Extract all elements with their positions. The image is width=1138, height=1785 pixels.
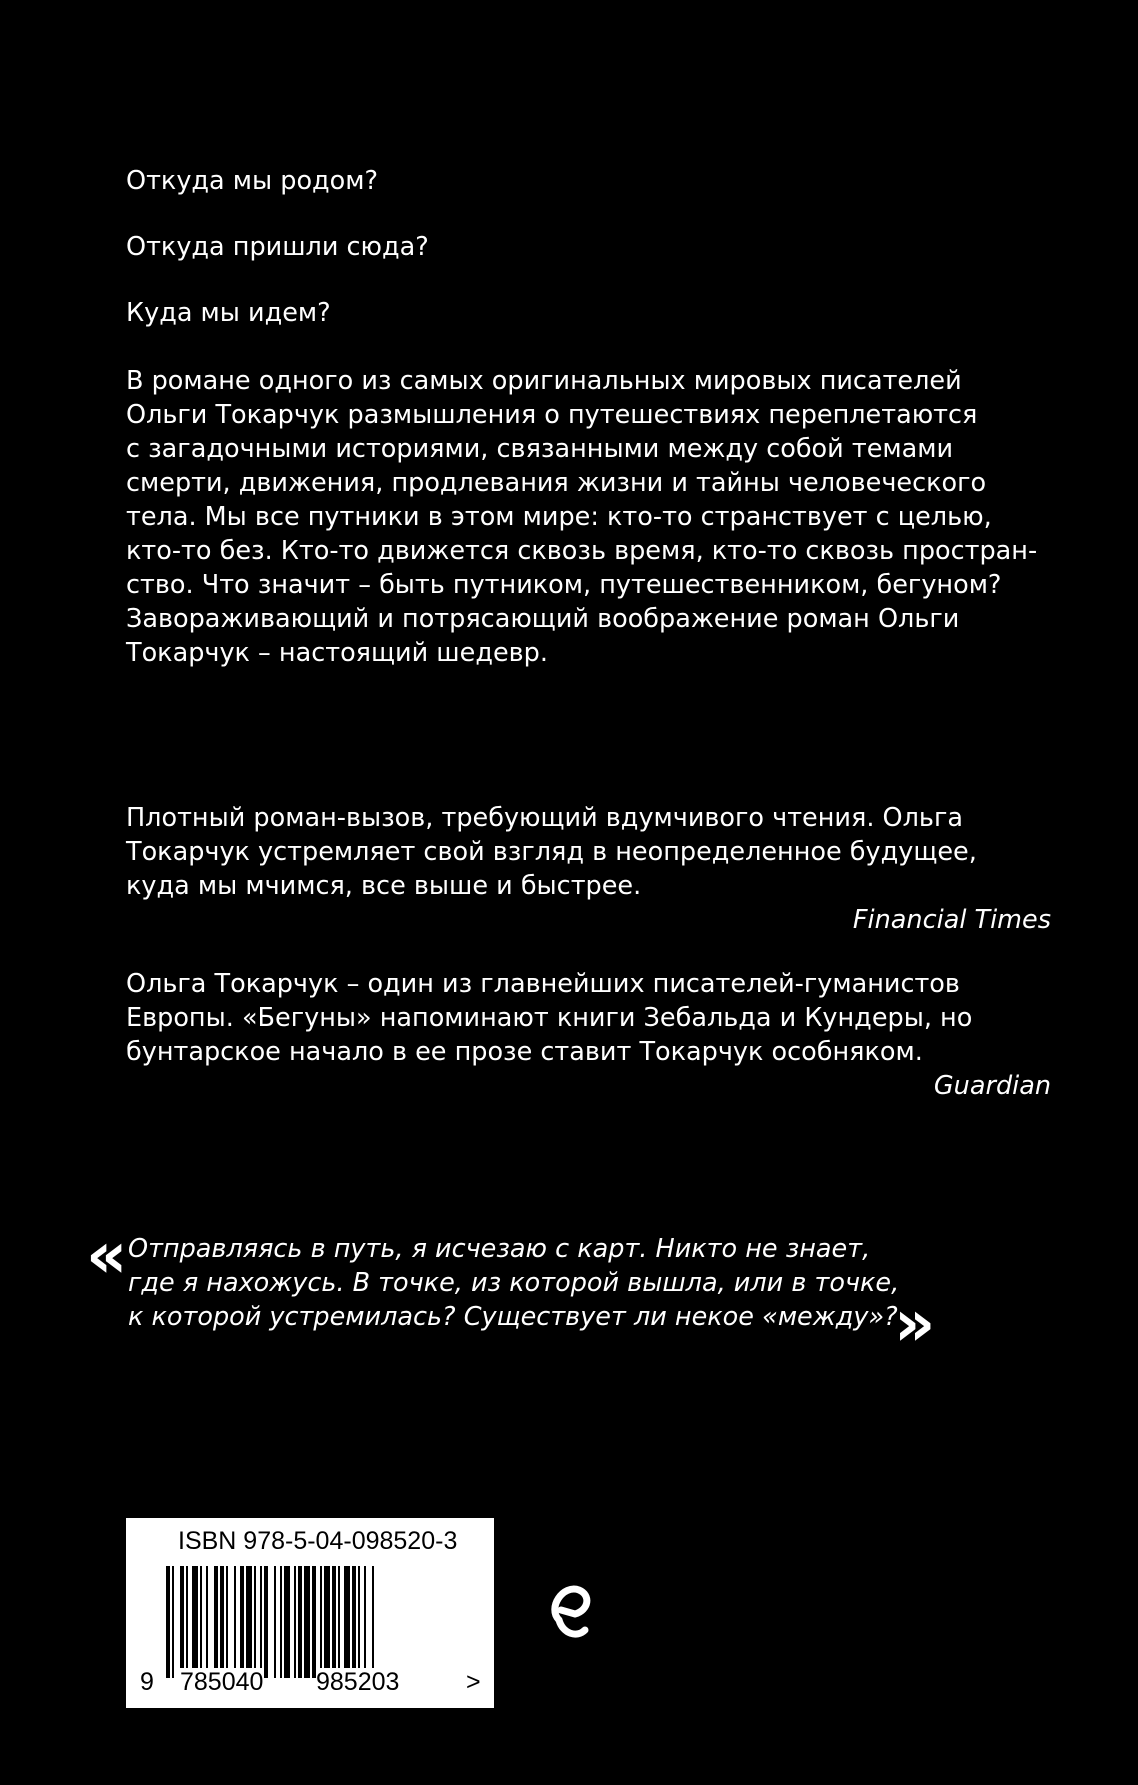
barcode-bar: [372, 1566, 374, 1678]
barcode-bar: [274, 1566, 276, 1678]
review-line: Европы. «Бегуны» напоминают книги Зебальда и Кундеры, но: [126, 1003, 973, 1033]
barcode-bar: [246, 1566, 252, 1678]
barcode-bar: [240, 1566, 244, 1678]
barcode-bar: [304, 1566, 310, 1678]
barcode-bar: [234, 1566, 236, 1678]
description-line: смерти, движения, продлевания жизни и тайны человеческого: [126, 468, 987, 498]
barcode-bar: [312, 1566, 316, 1678]
isbn-number: ISBN 978-5-04-098520-3: [178, 1527, 458, 1555]
description-line: В романе одного из самых оригинальных мировых писателей: [126, 366, 962, 396]
barcode-bars: [166, 1566, 438, 1678]
question-origin: Откуда мы родом?: [126, 166, 379, 196]
review-source: Financial Times: [852, 905, 1051, 935]
barcode-bar: [298, 1566, 302, 1678]
question-destination: Куда мы идем?: [126, 298, 331, 328]
quote-line: где я нахожусь. В точке, из которой вышла, или в точке,: [128, 1268, 900, 1298]
quote-open-mark: «: [86, 1219, 128, 1293]
review-line: Ольга Токарчук – один из главнейших писателей-гуманистов: [126, 969, 960, 999]
barcode-digit-group-2: 985203: [316, 1668, 400, 1696]
barcode-bar: [332, 1566, 336, 1678]
quote-close-mark: »: [894, 1287, 936, 1361]
barcode-bar: [338, 1566, 340, 1678]
review-source: Guardian: [933, 1071, 1051, 1101]
description-line: с загадочными историями, связанными между собой темами: [126, 434, 954, 464]
review-line: куда мы мчимся, все выше и быстрее.: [126, 871, 642, 901]
barcode-bar: [166, 1566, 170, 1678]
barcode-bar: [320, 1566, 322, 1678]
barcode-bar: [260, 1566, 262, 1678]
review-guardian: [126, 967, 1051, 1103]
barcode-digit-first: 9: [140, 1668, 154, 1696]
barcode-bar: [324, 1566, 330, 1678]
book-description: [126, 364, 1056, 670]
description-line: ство. Что значит – быть путником, путешественником, бегуном?: [126, 570, 1002, 600]
quote-line: к которой устремилась? Существует ли некое «между»?: [128, 1302, 898, 1332]
barcode-bar: [172, 1566, 174, 1678]
barcode-bar: [344, 1566, 350, 1678]
review-line: Плотный роман-вызов, требующий вдумчивого чтения. Ольга: [126, 803, 963, 833]
barcode-digit-group-1: 785040: [180, 1668, 264, 1696]
barcode-bar: [364, 1566, 366, 1678]
description-line: Ольги Токарчук размышления о путешествиях переплетаются: [126, 400, 978, 430]
question-arrival: Откуда пришли сюда?: [126, 232, 429, 262]
description-line: Токарчук – настоящий шедевр.: [126, 638, 548, 668]
quote-line: Отправляясь в путь, я исчезаю с карт. Никто не знает,: [128, 1234, 871, 1264]
publisher-logo-icon: [545, 1580, 595, 1644]
barcode-bar: [254, 1566, 256, 1678]
barcode-bar: [180, 1566, 184, 1678]
barcode-bar: [214, 1566, 218, 1678]
barcode-digit-end: >: [466, 1668, 481, 1696]
barcode-bar: [192, 1566, 198, 1678]
review-line: Токарчук устремляет свой взгляд в неопределенное будущее,: [126, 837, 977, 867]
barcode-bar: [358, 1566, 360, 1678]
barcode-bar: [220, 1566, 224, 1678]
barcode-bar: [200, 1566, 202, 1678]
description-line: Завораживающий и потрясающий воображение роман Ольги: [126, 604, 960, 634]
barcode-bar: [352, 1566, 356, 1678]
review-financial-times: [126, 801, 1051, 937]
barcode-bar: [264, 1566, 268, 1678]
description-line: кто-то без. Кто-то движется сквозь время, кто-то сквозь простран-: [126, 536, 1038, 566]
description-line: тела. Мы все путники в этом мире: кто-то странствует с целью,: [126, 502, 992, 532]
barcode-bar: [284, 1566, 290, 1678]
barcode-bar: [280, 1566, 282, 1678]
barcode-bar: [186, 1566, 188, 1678]
barcode-bar: [226, 1566, 228, 1678]
isbn-barcode: [126, 1518, 494, 1708]
barcode-bar: [294, 1566, 296, 1678]
quote-text: [128, 1232, 899, 1334]
review-line: бунтарское начало в ее прозе ставит Токарчук особняком.: [126, 1037, 923, 1067]
barcode-bar: [206, 1566, 208, 1678]
